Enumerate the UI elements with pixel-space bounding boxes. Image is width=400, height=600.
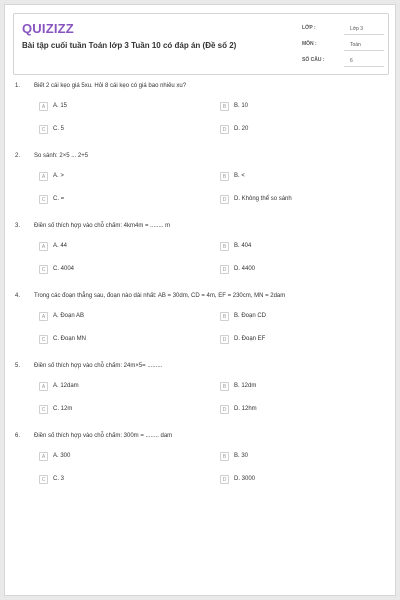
question-text: Điền số thích hợp vào chỗ chấm: 300m = ........ dam <box>34 433 173 439</box>
option-text: A. Đoạn AB <box>53 313 85 319</box>
option-text: C. 4004 <box>53 266 75 272</box>
option-text: B. 404 <box>234 243 252 249</box>
option-letter-box: C <box>39 125 48 134</box>
option-letter-box: A <box>39 242 48 251</box>
meta-value: 6 <box>344 55 384 67</box>
question-text: So sánh: 2×5 ... 2+5 <box>34 153 89 159</box>
option-text: A. > <box>53 173 64 179</box>
question-number: 4. <box>15 293 21 299</box>
option-letter-box: B <box>220 172 229 181</box>
option-letter-box: A <box>39 312 48 321</box>
option-letter-box: B <box>220 102 229 111</box>
meta-value: Toán <box>344 39 384 51</box>
option-text: A. 15 <box>53 103 68 109</box>
option-letter-box: B <box>220 242 229 251</box>
option-text: C. = <box>53 196 65 202</box>
option-letter-box: D <box>220 125 229 134</box>
option-letter-box: B <box>220 312 229 321</box>
option-letter-box: D <box>220 265 229 274</box>
question-text: Điền số thích hợp vào chỗ chấm: 4km4m = ........ m <box>34 223 171 229</box>
option-letter-box: B <box>220 452 229 461</box>
option-letter-box: A <box>39 382 48 391</box>
meta-row-question-count <box>302 55 386 69</box>
option-text: A. 300 <box>53 453 71 459</box>
option-text: A. 12dam <box>53 383 79 389</box>
worksheet-header <box>13 13 389 75</box>
option-text: B. Đoạn CD <box>234 313 267 319</box>
option-letter-box: D <box>220 475 229 484</box>
option-text: B. 30 <box>234 453 249 459</box>
meta-value: Lớp 3 <box>344 23 384 35</box>
option-letter-box: D <box>220 405 229 414</box>
option-text: C. 12m <box>53 406 73 412</box>
worksheet-title: Bài tập cuối tuần Toán lớp 3 Tuần 10 có đáp án (Đề số 2) <box>22 41 237 50</box>
meta-row-class <box>302 23 386 37</box>
question-text: Biết 2 cái kẹo giá 5xu. Hỏi 8 cái kẹo có giá bao nhiêu xu? <box>34 83 187 89</box>
option-text: B. 10 <box>234 103 249 109</box>
question-number: 2. <box>15 153 21 159</box>
question-number: 3. <box>15 223 21 229</box>
option-text: D. 12hm <box>234 406 257 412</box>
meta-row-subject <box>302 39 386 53</box>
option-text: C. 3 <box>53 476 65 482</box>
option-text: C. Đoạn MN <box>53 336 87 342</box>
question-number: 6. <box>15 433 21 439</box>
option-text: D. 3000 <box>234 476 256 482</box>
option-letter-box: C <box>39 405 48 414</box>
question-text: Trong các đoạn thẳng sau, đoạn nào dài nhất: AB = 30dm, CD = 4m, EF = 230cm, MN = 2dam <box>34 293 286 299</box>
quizizz-logo: QUIZIZZ <box>22 21 74 36</box>
option-letter-box: D <box>220 195 229 204</box>
meta-box <box>302 23 386 71</box>
option-letter-box: A <box>39 102 48 111</box>
option-letter-box: D <box>220 335 229 344</box>
option-text: B. 12dm <box>234 383 257 389</box>
option-text: B. < <box>234 173 245 179</box>
worksheet-page <box>4 4 396 596</box>
option-letter-box: C <box>39 475 48 484</box>
meta-label: MÔN : <box>302 41 317 47</box>
option-letter-box: A <box>39 172 48 181</box>
question-number: 5. <box>15 363 21 369</box>
option-letter-box: A <box>39 452 48 461</box>
meta-label: SỐ CÂU : <box>302 57 325 63</box>
option-text: A. 44 <box>53 243 68 249</box>
question-number: 1. <box>15 83 21 89</box>
option-text: D. Không thể so sánh <box>234 196 292 202</box>
option-text: D. Đoạn EF <box>234 336 266 342</box>
option-text: D. 20 <box>234 126 249 132</box>
meta-label: LỚP : <box>302 25 316 31</box>
option-letter-box: C <box>39 195 48 204</box>
option-letter-box: C <box>39 265 48 274</box>
option-letter-box: C <box>39 335 48 344</box>
option-text: D. 4400 <box>234 266 256 272</box>
option-text: C. 5 <box>53 126 65 132</box>
option-letter-box: B <box>220 382 229 391</box>
question-text: Điền số thích hợp vào chỗ chấm: 24m×5= ......... <box>34 363 163 369</box>
